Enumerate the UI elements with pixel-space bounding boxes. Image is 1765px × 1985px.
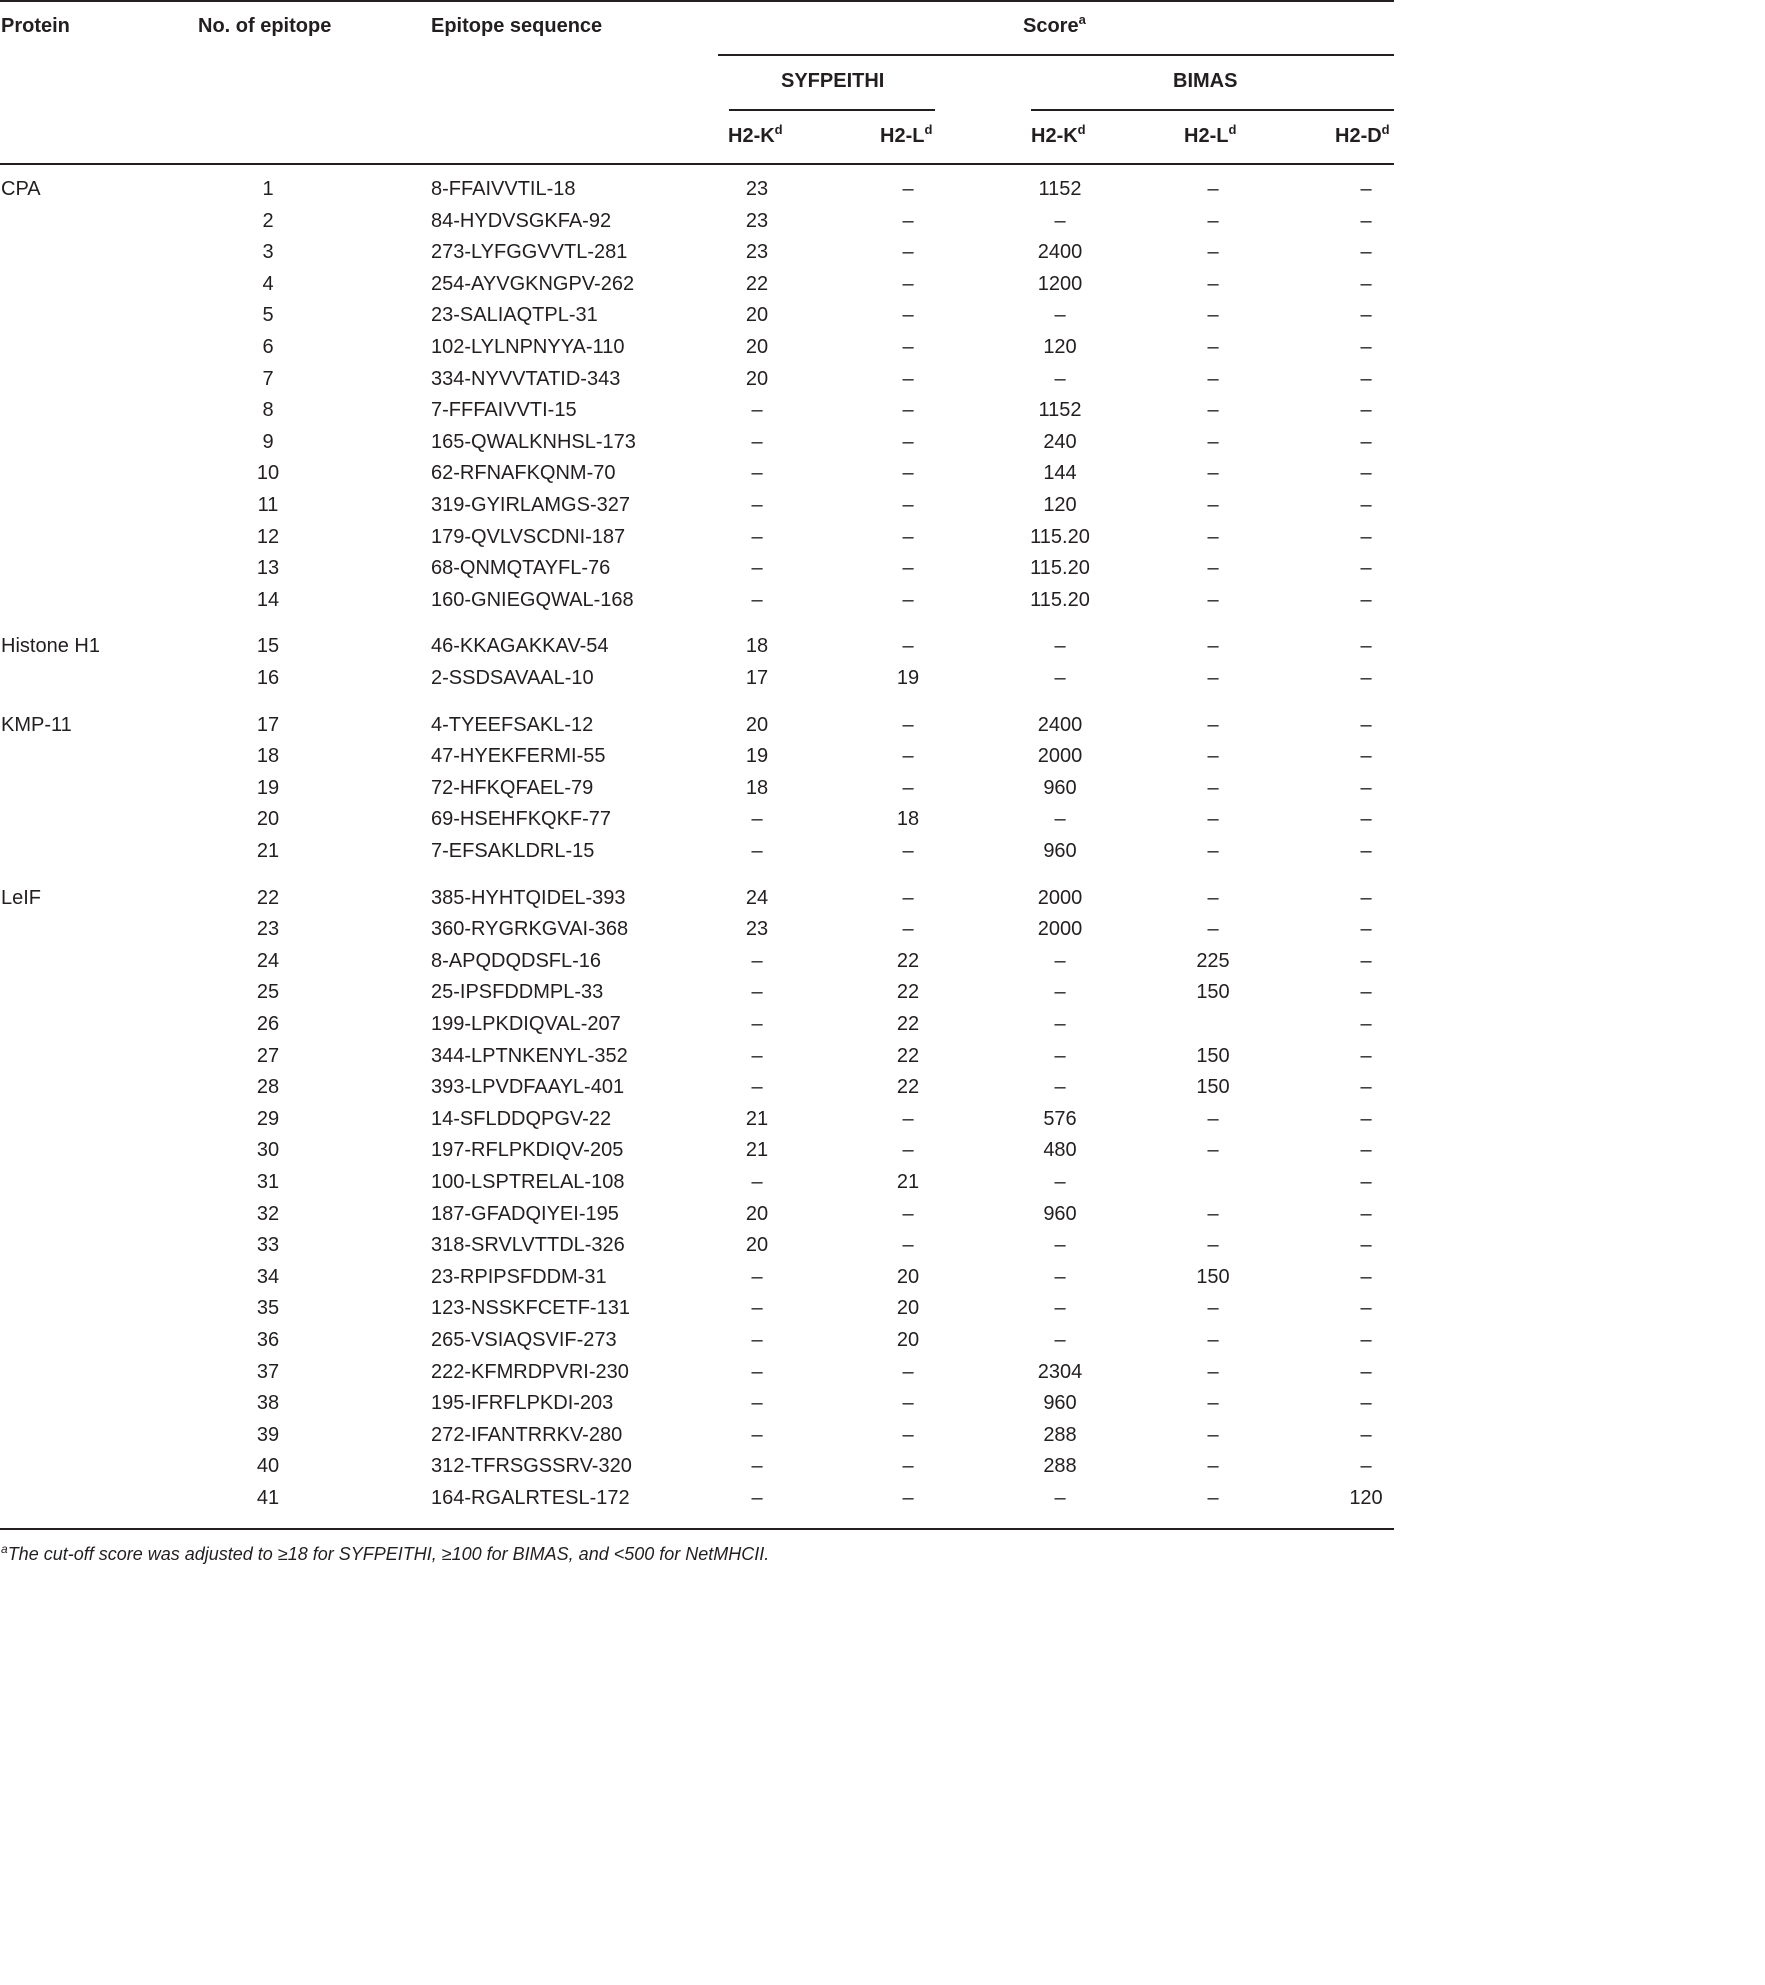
header-bimas: BIMAS — [1173, 70, 1238, 92]
header-syfpeithi: SYFPEITHI — [781, 70, 885, 92]
table-row: 38 195-IFRFLPKDI-203 – – 960 – – — [0, 1387, 1394, 1419]
epitope-sequence-cell: 160-GNIEGQWAL-168 — [431, 588, 634, 611]
epitope-sequence-cell: 272-IFANTRRKV-280 — [431, 1423, 623, 1446]
epitope-sequence-cell: 385-HYHTQIDEL-393 — [431, 886, 626, 909]
header-epitope-sequence: Epitope sequence — [431, 15, 603, 37]
score-underline — [718, 54, 1394, 56]
table-row: 34 23-RPIPSFDDM-31 – 20 – 150 – — [0, 1261, 1394, 1293]
protein-cell: Histone H1 — [1, 635, 100, 658]
epitope-sequence-cell: 8-FFAIVVTIL-18 — [431, 178, 576, 200]
table-row: 14 160-GNIEGQWAL-168 – – 115.20 – – — [0, 584, 1394, 616]
epitope-sequence-cell: 23-RPIPSFDDM-31 — [431, 1265, 607, 1288]
protein-cell: KMP-11 — [1, 713, 72, 736]
epitope-sequence-cell: 222-KFMRDPVRI-230 — [431, 1360, 629, 1383]
epitope-sequence-cell: 62-RFNAFKQNM-70 — [431, 462, 616, 485]
table-row: 3 273-LYFGGVVTL-281 23 – 2400 – – — [0, 236, 1394, 268]
table-row: 2 84-HYDVSGKFA-92 23 – – – – — [0, 205, 1394, 237]
header-no-of-epitope: No. of epitope — [198, 15, 332, 37]
epitope-sequence-cell: 123-NSSKFCETF-131 — [431, 1297, 630, 1320]
header-bimas-h2-kd: $H2-K^d$ — [1031, 122, 1086, 147]
bimas-underline — [1031, 109, 1394, 111]
header-bimas-h2-ld: $H2-L^d$ — [1184, 122, 1237, 147]
epitope-sequence-cell: 164-RGALRTESL-172 — [431, 1487, 630, 1509]
epitope-sequence-cell: 344-LPTNKENYL-352 — [431, 1044, 628, 1067]
table-row: 24 8-APQDQDSFL-16 – 22 – 225 – — [0, 945, 1394, 977]
epitope-sequence-cell: 195-IFRFLPKDI-203 — [431, 1392, 614, 1415]
footnote: $^a$The cut-off score was adjusted to ≥18 for SYFPEITHI, ≥100 for BIMAS, and <500 for NetMHCII. — [1, 1542, 770, 1564]
epitope-sequence-cell: 187-GFADQIYEI-195 — [431, 1202, 619, 1225]
protein-cell: CPA — [1, 178, 41, 200]
table-row: CPA 1 8-FFAIVVTIL-18 23 – 1152 – – — [0, 173, 1394, 205]
header-bottom-rule — [0, 163, 1394, 165]
epitope-sequence-cell: 8-APQDQDSFL-16 — [431, 949, 602, 972]
header-syfpeithi-h2-kd: $H2-K^d$ — [728, 122, 783, 147]
table-row: 29 14-SFLDDQPGV-22 21 – 576 – – — [0, 1103, 1394, 1135]
table-row: 27 344-LPTNKENYL-352 – 22 – 150 – — [0, 1040, 1394, 1072]
epitope-sequence-cell: 334-NYVVTATID-343 — [431, 367, 621, 390]
table-row: 16 2-SSDSAVAAL-10 17 19 – – – — [0, 662, 1394, 694]
header-bimas-h2-dd: $H2-D^d$ — [1335, 122, 1390, 147]
epitope-sequence-cell: 393-LPVDFAAYL-401 — [431, 1076, 625, 1099]
epitope-sequence-cell: 7-FFFAIVVTI-15 — [431, 399, 577, 422]
syfpeithi-underline — [729, 109, 935, 111]
header-score: Score$^a$ — [1023, 12, 1086, 37]
epitope-sequence-cell: 360-RYGRKGVAI-368 — [431, 918, 629, 941]
table-row: 37 222-KFMRDPVRI-230 – – 2304 – – — [0, 1356, 1394, 1388]
epitope-sequence-cell: 179-QVLVSCDNI-187 — [431, 525, 626, 548]
epitope-sequence-cell: 23-SALIAQTPL-31 — [431, 304, 598, 327]
table-bottom-rule — [0, 1528, 1394, 1530]
table-row: 26 199-LPKDIQVAL-207 – 22 – – — [0, 1008, 1394, 1040]
epitope-sequence-cell: 100-LSPTRELAL-108 — [431, 1171, 625, 1193]
epitope-sequence-cell: 47-HYEKFERMI-55 — [431, 745, 606, 768]
table-row: 33 318-SRVLVTTDL-326 20 – – – – — [0, 1229, 1394, 1261]
table-row: 32 187-GFADQIYEI-195 20 – 960 – – — [0, 1198, 1394, 1230]
epitope-sequence-cell: 318-SRVLVTTDL-326 — [431, 1234, 625, 1257]
table-row: 21 7-EFSAKLDRL-15 – – 960 – – — [0, 835, 1394, 867]
epitope-sequence-cell: 2-SSDSAVAAL-10 — [431, 667, 594, 689]
table-row: 23 360-RYGRKGVAI-368 23 – 2000 – – — [0, 913, 1394, 945]
table-row: 41 164-RGALRTESL-172 – – – – 120 — [0, 1482, 1394, 1514]
epitope-sequence-cell: 197-RFLPKDIQV-205 — [431, 1139, 624, 1162]
epitope-sequence-cell: 84-HYDVSGKFA-92 — [431, 209, 612, 232]
table-row: 35 123-NSSKFCETF-131 – 20 – – – — [0, 1292, 1394, 1324]
top-rule — [0, 0, 1394, 2]
table-row: KMP-11 17 4-TYEEFSAKL-12 20 – 2400 – – — [0, 709, 1394, 741]
epitope-sequence-cell: 319-GYIRLAMGS-327 — [431, 494, 630, 516]
epitope-sequence-cell: 102-LYLNPNYYA-110 — [431, 336, 625, 358]
table-row: 12 179-QVLVSCDNI-187 – – 115.20 – – — [0, 521, 1394, 553]
epitope-sequence-cell: 312-TFRSGSSRV-320 — [431, 1455, 632, 1478]
epitope-sequence-cell: 46-KKAGAKKAV-54 — [431, 635, 609, 658]
epitope-sequence-cell: 72-HFKQFAEL-79 — [431, 776, 594, 799]
epitope-sequence-cell: 14-SFLDDQPGV-22 — [431, 1107, 612, 1130]
table-row: 25 25-IPSFDDMPL-33 – 22 – 150 – — [0, 976, 1394, 1008]
table-row: 6 102-LYLNPNYYA-110 20 – 120 – – — [0, 331, 1394, 363]
epitope-sequence-cell: 199-LPKDIQVAL-207 — [431, 1013, 621, 1035]
table-row: 4 254-AYVGKNGPV-262 22 – 1200 – – — [0, 268, 1394, 300]
table-row: 28 393-LPVDFAAYL-401 – 22 – 150 – — [0, 1071, 1394, 1103]
table-row: 40 312-TFRSGSSRV-320 – – 288 – – — [0, 1450, 1394, 1482]
epitope-sequence-cell: 68-QNMQTAYFL-76 — [431, 557, 611, 580]
table-row: 19 72-HFKQFAEL-79 18 – 960 – – — [0, 772, 1394, 804]
table-row: 36 265-VSIAQSVIF-273 – 20 – – – — [0, 1324, 1394, 1356]
table-row: 7 334-NYVVTATID-343 20 – – – – — [0, 363, 1394, 395]
table-row: 31 100-LSPTRELAL-108 – 21 – – — [0, 1166, 1394, 1198]
epitope-sequence-cell: 165-QWALKNHSL-173 — [431, 430, 636, 453]
header-syfpeithi-h2-ld: $H2-L^d$ — [880, 122, 933, 147]
table-row: 10 62-RFNAFKQNM-70 – – 144 – – — [0, 457, 1394, 489]
table-row: 8 7-FFFAIVVTI-15 – – 1152 – – — [0, 394, 1394, 426]
table-row: 9 165-QWALKNHSL-173 – – 240 – – — [0, 426, 1394, 458]
header-protein: Protein — [1, 15, 70, 37]
table-row: LeIF 22 385-HYHTQIDEL-393 24 – 2000 – – — [0, 882, 1394, 914]
table-row: 11 319-GYIRLAMGS-327 – – 120 – – — [0, 489, 1394, 521]
epitope-sequence-cell: 4-TYEEFSAKL-12 — [431, 713, 594, 736]
protein-cell: LeIF — [1, 886, 42, 909]
table-row: 5 23-SALIAQTPL-31 20 – – – – — [0, 299, 1394, 331]
epitope-sequence-cell: 25-IPSFDDMPL-33 — [431, 981, 604, 1004]
table-row: Histone H1 15 46-KKAGAKKAV-54 18 – – – – — [0, 630, 1394, 662]
epitope-sequence-cell: 273-LYFGGVVTL-281 — [431, 241, 628, 264]
table-row: 39 272-IFANTRRKV-280 – – 288 – – — [0, 1419, 1394, 1451]
table-row: 20 69-HSEHFKQKF-77 – 18 – – – — [0, 803, 1394, 835]
epitope-sequence-cell: 7-EFSAKLDRL-15 — [431, 840, 595, 862]
epitope-sequence-cell: 69-HSEHFKQKF-77 — [431, 808, 612, 831]
epitope-sequence-cell: 254-AYVGKNGPV-262 — [431, 272, 635, 295]
table-row: 18 47-HYEKFERMI-55 19 – 2000 – – — [0, 740, 1394, 772]
table-row: 30 197-RFLPKDIQV-205 21 – 480 – – — [0, 1134, 1394, 1166]
epitope-sequence-cell: 265-VSIAQSVIF-273 — [431, 1329, 617, 1351]
table-row: 13 68-QNMQTAYFL-76 – – 115.20 – – — [0, 552, 1394, 584]
